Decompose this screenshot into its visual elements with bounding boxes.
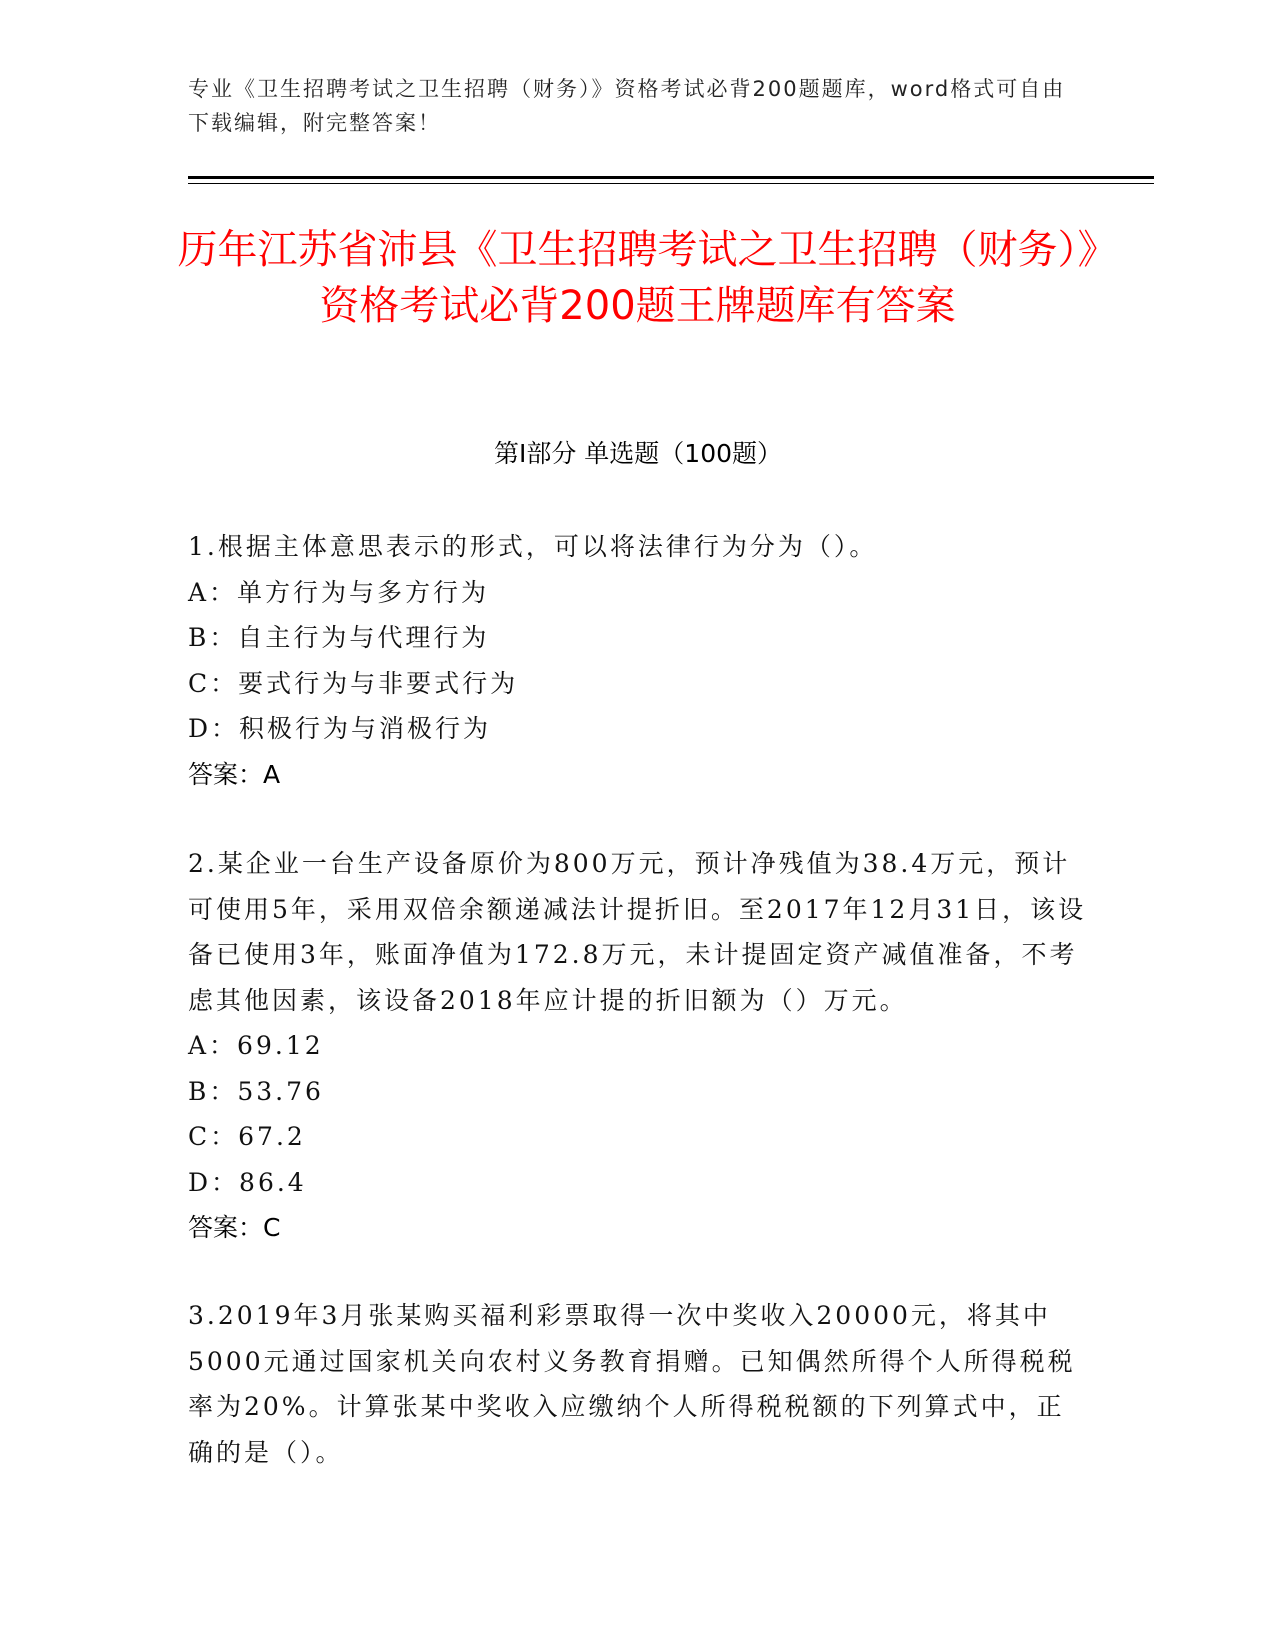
document-title: 历年江苏省沛县《卫生招聘考试之卫生招聘（财务）》资格考试必背200题王牌题库有答案 (177, 227, 1098, 329)
answer: 答案：A (188, 759, 281, 789)
question-1 (188, 524, 1088, 797)
header-note: 专业《卫生招聘考试之卫生招聘（财务）》资格考试必背200题题库，word格式可自由下载编辑，附完整答案！ (188, 77, 1066, 135)
option-b: B：自主行为与代理行为 (188, 623, 490, 652)
option-c: C：要式行为与非要式行为 (188, 668, 519, 698)
option-d: D：积极行为与消极行为 (188, 714, 492, 743)
question-3 (188, 1293, 1088, 1475)
header-rule-thick (188, 176, 1154, 179)
option-b: B：53.76 (188, 1076, 324, 1106)
question-text: 3.2019年3月张某购买福利彩票取得一次中奖收入20000元，将其中5000元通过国家机关向农村义务教育捐赠。已知偶然所得个人所得税税率为20%。计算张某中奖收入应缴纳个人所得税税额的下列算式中，正确的是（）。 (188, 1301, 1076, 1467)
section-heading: 第Ⅰ部分 单选题（100题） (493, 439, 783, 468)
option-d: D：86.4 (188, 1167, 307, 1197)
question-2 (188, 841, 1088, 1251)
option-c: C：67.2 (188, 1122, 306, 1151)
header-rule-thin (188, 183, 1154, 184)
option-a: A：单方行为与多方行为 (188, 577, 490, 607)
question-text: 2.某企业一台生产设备原价为800万元，预计净残值为38.4万元，预计可使用5年，采用双倍余额递减法计提折旧。至2017年12月31日，该设备已使用3年，账面净值为172.8万元，未计提固定资产减值准备，不考虑其他因素，该设备2018年应计提的折旧额为（）万元。 (188, 849, 1087, 1015)
answer: 答案：C (188, 1213, 281, 1242)
question-text: 1.根据主体意思表示的形式，可以将法律行为分为（）。 (188, 532, 878, 561)
option-a: A：69.12 (188, 1031, 324, 1060)
